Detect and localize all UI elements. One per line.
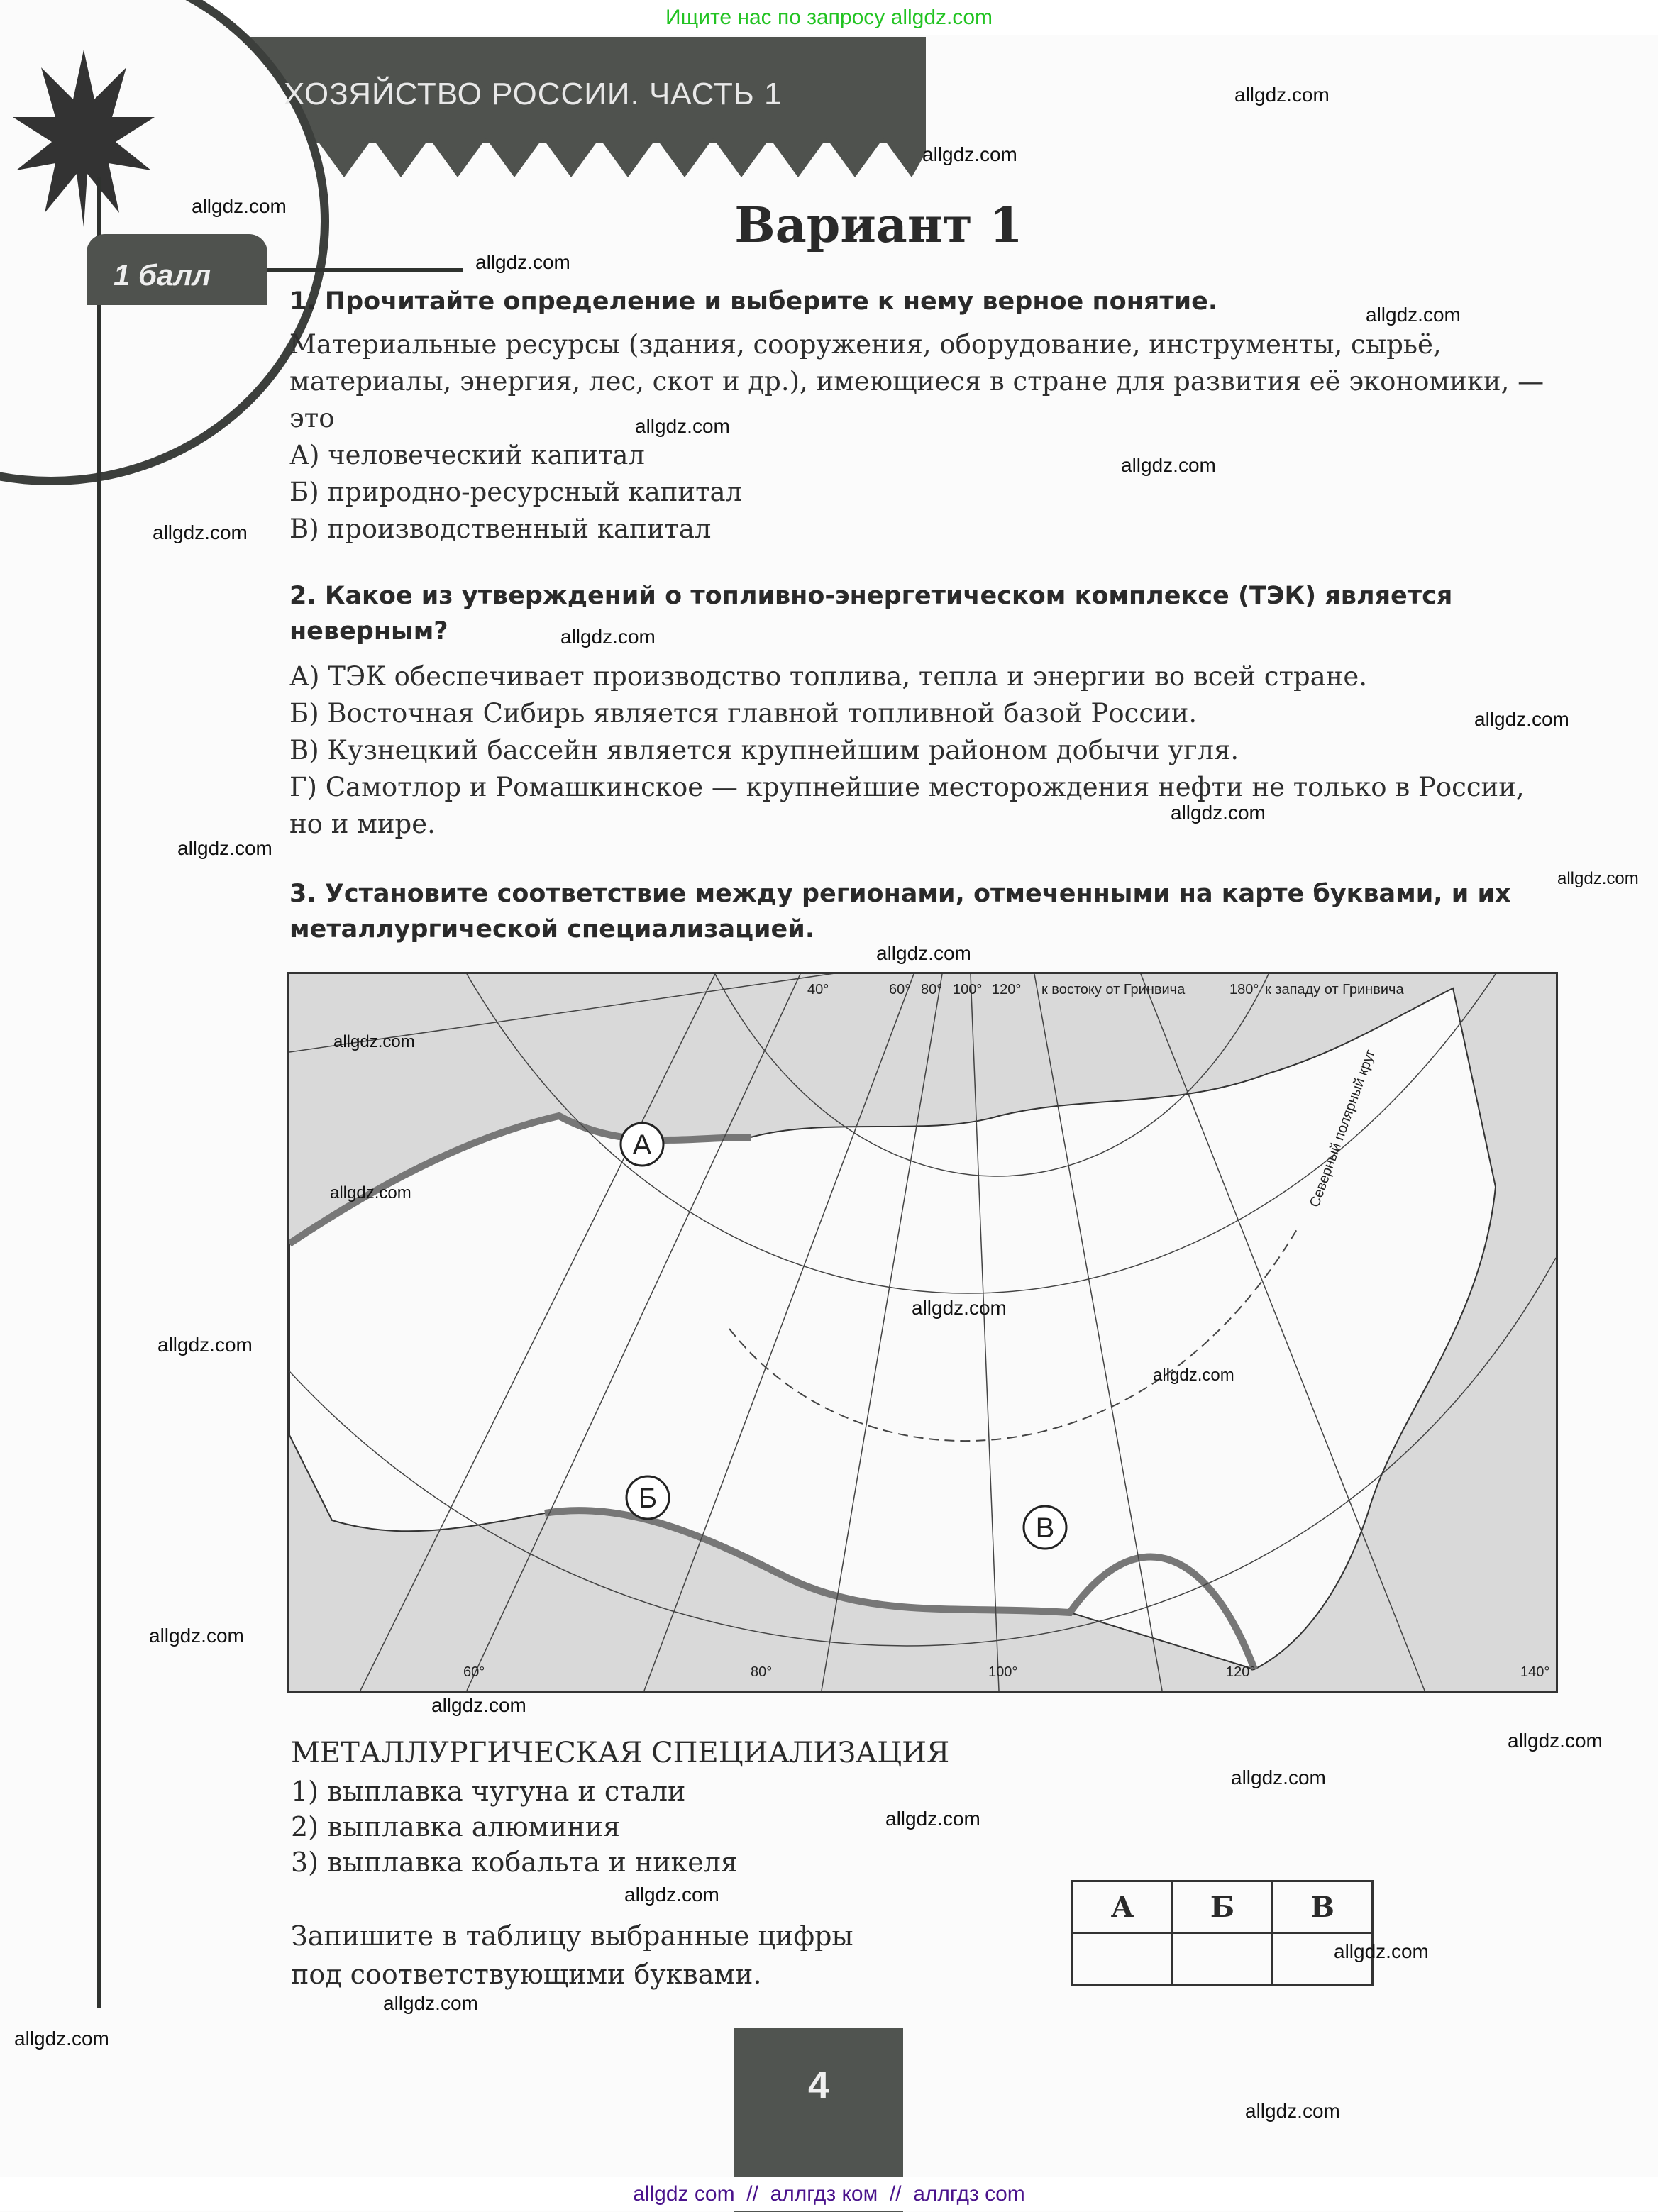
watermark: allgdz.com [1121,454,1216,476]
watermark: allgdz.com [1557,869,1639,888]
watermark: allgdz.com [1474,708,1569,730]
map-label-180: 180° [1229,982,1259,997]
question-3-heading: 3. Установите соответствие между регионами, отмеченными на карте буквами, и их металлургической специализацией. [289,880,1511,944]
arctic-circle-label: Северный полярный круг [1307,1047,1378,1210]
watermark: allgdz.com [560,626,656,648]
map-label-bottom-80: 80° [751,1664,773,1680]
variant-title: Вариант 1 [734,197,1023,254]
question-2-option-a[interactable]: А) ТЭК обеспечивает производство топлива, тепла и энергии во всей стране. [289,661,1368,692]
answer-table [1071,1880,1374,1986]
question-2-option-d[interactable]: Г) Самотлор и Ромашкинское — крупнейшие месторождения нефти не только в России, но и мире. [289,772,1525,839]
watermark: allgdz.com [333,1032,415,1051]
map-label-40: 40° [807,982,829,997]
question-2-option-b[interactable]: Б) Восточная Сибирь является главной топливной базой России. [289,698,1198,729]
map-label-bottom-140: 140° [1520,1664,1550,1680]
answer-instruction [291,1917,853,1993]
watermark: allgdz.com [383,1992,478,2014]
question-2-option-c[interactable]: В) Кузнецкий бассейн является крупнейшим районом добычи угля. [289,735,1239,765]
watermark: allgdz.com [922,143,1017,165]
map-label-100: 100° [953,982,983,997]
specialization-item-1: 1) выплавка чугуна и стали [291,1776,686,1807]
top-banner [0,0,1658,35]
watermark: allgdz.com [149,1625,244,1647]
map-label-bottom-120: 120° [1226,1664,1256,1680]
margin-line [97,177,101,2008]
specialization-list [291,1774,738,1880]
question-2-body [289,658,1552,843]
page-number: 4 [807,2064,830,2106]
watermark: allgdz.com [431,1694,526,1716]
question-1-option-c[interactable]: В) производственный капитал [289,514,712,544]
watermark: allgdz.com [14,2028,109,2050]
watermark: allgdz.com [192,195,287,217]
bottom-banner-text: allgdz com // аллгдз ком // аллгдз com [633,2182,1025,2206]
map-label-80: 80° [921,982,943,997]
specialization-item-3: 3) выплавка кобальта и никеля [291,1847,738,1878]
question-1-heading: 1. Прочитайте определение и выберите к нему верное понятие. [289,287,1218,316]
instruction-line-1: Запишите в таблицу выбранные цифры [291,1920,853,1952]
watermark: allgdz.com [1366,304,1461,326]
question-1-option-a[interactable]: А) человеческий капитал [289,440,645,470]
map-label-60: 60° [889,982,911,997]
answer-header-v: В [1273,1881,1373,1933]
top-banner-text: Ищите нас по запросу allgdz.com [665,6,993,29]
question-1-body [289,326,1552,548]
specialization-title: МЕТАЛЛУРГИЧЕСКАЯ СПЕЦИАЛИЗАЦИЯ [291,1737,950,1769]
answer-header-a: А [1073,1881,1173,1933]
watermark: allgdz.com [1234,84,1330,106]
map-label-bottom-100: 100° [988,1664,1018,1680]
marker-v: В [1035,1513,1055,1544]
map-label-east: к востоку от Гринвича [1041,982,1186,997]
watermark: allgdz.com [475,251,570,273]
question-1-text: Материальные ресурсы (здания, сооружения, оборудование, инструменты, сырьё, материалы, энергия, лес, скот и др.), имеющиеся в стране для развития её экономики, — это [289,329,1544,433]
score-line [267,268,463,272]
question-1-option-b[interactable]: Б) природно-ресурсный капитал [289,477,743,507]
watermark: allgdz.com [912,1297,1007,1319]
map-graphic [289,974,1556,1691]
map-label-west: к западу от Гринвича [1265,982,1404,997]
marker-b: Б [638,1483,658,1514]
map-label-120: 120° [992,982,1022,997]
watermark: allgdz.com [330,1183,411,1202]
answer-cell-a[interactable] [1073,1933,1173,1985]
marker-a: А [632,1129,652,1161]
watermark: allgdz.com [1508,1730,1603,1752]
watermark: allgdz.com [624,1884,719,1906]
watermark: allgdz.com [1153,1366,1234,1385]
watermark: allgdz.com [153,521,248,543]
section-title: ХОЗЯЙСТВО РОССИИ. ЧАСТЬ 1 [284,77,783,111]
watermark: allgdz.com [157,1334,253,1356]
bottom-banner [0,2177,1658,2211]
watermark: allgdz.com [876,942,971,964]
russia-map [287,972,1558,1693]
watermark: allgdz.com [177,837,272,859]
watermark: allgdz.com [1231,1766,1326,1788]
watermark: allgdz.com [1334,1940,1429,1962]
specialization-item-2: 2) выплавка алюминия [291,1811,621,1842]
question-2-heading: 2. Какое из утверждений о топливно-энергетическом комплексе (ТЭК) является неверным? [289,582,1453,646]
watermark: allgdz.com [1245,2100,1340,2122]
watermark: allgdz.com [885,1808,980,1830]
map-label-bottom-60: 60° [463,1664,485,1680]
instruction-line-2: под соответствующими буквами. [291,1959,762,1990]
answer-cell-b[interactable] [1173,1933,1273,1985]
watermark: allgdz.com [635,415,730,437]
score-badge-text: 1 балл [114,258,211,292]
watermark: allgdz.com [1171,802,1266,824]
answer-header-b: Б [1173,1881,1273,1933]
